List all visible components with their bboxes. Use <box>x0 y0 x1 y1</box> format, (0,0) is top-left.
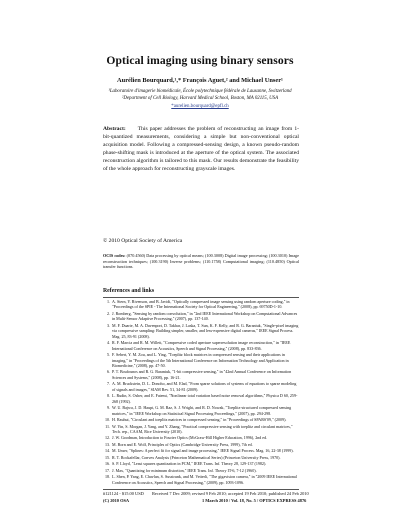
reference-text: J. Max, "Quantizing for minimum distortion," IEEE Trans. Inf. Theory IT-6, 7-12 (1960). <box>112 467 257 473</box>
reference-number: 1. <box>106 299 110 304</box>
reference-item <box>103 448 299 453</box>
reference-text: M. Unser, "Splines: A perfect fit for signal and image processing," IEEE Signal Process. Mag. 16, 22-38 (1999). <box>112 448 294 454</box>
reference-item <box>103 468 299 473</box>
reference-item <box>103 405 299 416</box>
reference-text: W. Yin, S. Morgan, J. Yang, and Y. Zhang, "Practical compressive sensing with toeplitz and circulant matrices," Tech. rep., CAAM, Rice University (2010). <box>112 423 293 434</box>
reference-text: A. Stern, Y. Rivenson, and B. Javidi, "Optically compressed image sensing using random aperture coding," in "Proceedings of the SPIE - The International Society for Optical Engineering," (2008), pp. 69750D-1-10. <box>112 299 290 310</box>
reference-number: 18. <box>104 474 110 480</box>
reference-number: 8. <box>106 393 110 399</box>
reference-number: 4. <box>106 340 110 346</box>
footer-journal-info: 1 March 2010 / Vol. 18, No. 5 / OPTICS EXPRESS 4876 <box>202 497 307 503</box>
abstract-text: This paper addresses the problem of reconstructing an image from 1-bit-quantized measurements, considering a simple but non-conventional optical acquisition model. Following a compressed-sensing design, a known pseudo-random phase-shifting mask is introduced at the aperture of the optical system. The associated reconstruction algorithm is tailored to this mask. Our results demonstrate the feasibility of the whole approach for reconstructing grayscale images. <box>103 126 299 172</box>
ocis-label: OCIS codes: <box>103 253 126 258</box>
reference-item <box>103 393 299 404</box>
reference-text: J. W. Goodman, Introduction to Fourier Optics (McGraw-Hill Higher Education, 1996), 2nd ed. <box>112 435 268 441</box>
reference-number: 13. <box>104 441 110 447</box>
reference-item <box>103 311 299 322</box>
reference-text: J. Romberg, "Sensing by random convolution," in "2nd IEEE International Workshop on Computational Advances in Multi-Sensor Adaptive Processing," (2007), pp. 137-140. <box>112 310 298 322</box>
reference-list <box>103 299 299 486</box>
reference-text: H. Rauhut, "Circulant and toeplitz matrices in compressed sensing," in "Proceedings of SPARS'09," (2009). <box>112 417 287 423</box>
reference-text: P. T. Boufounos and R. G. Baraniuk, "1-bit compressive sensing," in "42nd Annual Conference on Information Sciences and Systems," (2008), pp. 16-21. <box>112 369 292 380</box>
reference-number: 3. <box>106 322 110 328</box>
reference-item <box>103 417 299 422</box>
reference-number: 17. <box>104 467 110 473</box>
reference-text: S. P. Lloyd, "Least squares quantization in PCM," IEEE Trans. Inf. Theory 28, 129-137 (1982). <box>112 461 267 467</box>
reference-number: 12. <box>104 435 110 441</box>
abstract-block <box>103 126 299 173</box>
reference-text: W. U. Bajwa, J. D. Haupt, G. M. Raz, S. J. Wright, and R. D. Nowak, "Toeplitz-structured compressed sensing matrices," in "IEEE Workshop on Statistical Signal Processing Proceedings," (2007), pp. 294-298. <box>112 405 292 416</box>
author-list: Aurélien Bourquard,¹,* François Aguet,² and Michael Unser¹ <box>117 77 283 84</box>
reference-text: M. F. Duarte, M. A. Davenport, D. Takhar, J. Laska, T. Sun, K. F. Kelly, and R. G. Baraniuk, "Single-pixel imaging via compressive sampling: Building simpler, smaller, and less-expensive digital cameras," IEEE Signal Process. Mag. 25, 83-91 (2008). <box>112 322 299 339</box>
reference-text: R. T. Rockafellar, Convex Analysis (Princeton Mathematical Series) (Princeton University Press, 1970). <box>112 454 281 460</box>
reference-text: L. Rudin, S. Osher, and E. Fatemi, "Nonlinear total variation based noise removal algorithms," Physica D 60, 259-268 (1992). <box>112 393 298 404</box>
reference-number: 16. <box>104 461 110 467</box>
ocis-text: (070.4560) Data processing by optical means; (100.3008) Digital image processing; (100.3010) Image reconstruction techniques; (100.3190) Inverse problems; (110.1758) Computational imaging; (110.4850) Optical transfer functions. <box>103 253 300 270</box>
reference-number: 11. <box>105 423 110 429</box>
reference-text: M. Born and E. Wolf, Principles of Optics (Cambridge University Press, 1999), 7th ed. <box>112 441 253 447</box>
reference-item <box>103 340 299 351</box>
affiliation-2: ²Department of Cell Biology, Harvard Medical School, Boston, MA 02115, USA <box>121 96 279 101</box>
paper-title: Optical imaging using binary sensors <box>106 54 294 67</box>
abstract-label: Abstract: <box>103 126 126 132</box>
footer-copyright: (C) 2010 OSA <box>103 497 130 503</box>
reference-item <box>103 323 299 339</box>
reference-number: 14. <box>104 448 110 454</box>
reference-text: L. Shen, P. Yang, E. Chavlan, S. Susstrunk, and M. Vetterli, "The gigavision camera," in "2009 IEEE International Conference on Acoustics, Speech and Signal Processing," (2009), pp. 1093-1096. <box>112 474 297 485</box>
footer-dates: Received 7 Dec 2009; revised 9 Feb 2010; accepted 19 Feb 2010; published 24 Feb 2010 <box>152 491 309 496</box>
reference-number: 2. <box>106 310 110 316</box>
corresponding-email-link[interactable]: *aurelien.bourquard@epfl.ch <box>171 104 229 109</box>
reference-text: R. F. Marcia and R. M. Willett, "Compressive coded aperture superresolution image reconstruction," in "IEEE International Conference on Acoustics, Speech and Signal Processing," (2008), pp. 833-836. <box>112 340 291 351</box>
reference-number: 6. <box>106 369 110 375</box>
reference-item <box>103 299 299 310</box>
reference-number: 7. <box>106 381 110 387</box>
reference-item <box>103 352 299 368</box>
reference-number: 15. <box>104 454 110 460</box>
reference-number: 5. <box>106 352 110 358</box>
reference-item <box>103 369 299 380</box>
reference-item <box>103 435 299 440</box>
affiliation-1: ¹Laboratoire d'imagerie biomédicale, École polytechnique fédérale de Lausanne, Switzerland <box>108 89 292 94</box>
reference-item <box>103 442 299 447</box>
footer-divider <box>103 489 299 490</box>
footer-manuscript-id: #121124 - $15.00 USD <box>103 491 144 496</box>
reference-number: 9. <box>106 405 110 411</box>
reference-item <box>103 381 299 392</box>
reference-item <box>103 474 299 485</box>
references-divider <box>103 297 299 298</box>
reference-item <box>103 461 299 466</box>
reference-number: 10. <box>104 417 110 423</box>
copyright-notice: © 2010 Optical Society of America <box>103 238 183 244</box>
reference-text: F. Sebert, Y. M. Zou, and L. Ying, "Toeplitz block matrices in compressed sensing and their applications in imaging," in "Proceedings of the 5th International Conference on Information Technology and Application in Biomedicine," (2008), pp. 47-50. <box>112 352 289 368</box>
reference-text: A. M. Bruckstein, D. L. Donoho, and M. Elad, "From sparse solutions of systems of equations to sparse modeling of signals and images," SIAM Rev. 51, 34-81 (2009). <box>112 381 297 392</box>
references-heading: References and links <box>103 288 155 294</box>
ocis-codes <box>103 253 299 270</box>
reference-item <box>103 455 299 460</box>
reference-item <box>103 424 299 435</box>
